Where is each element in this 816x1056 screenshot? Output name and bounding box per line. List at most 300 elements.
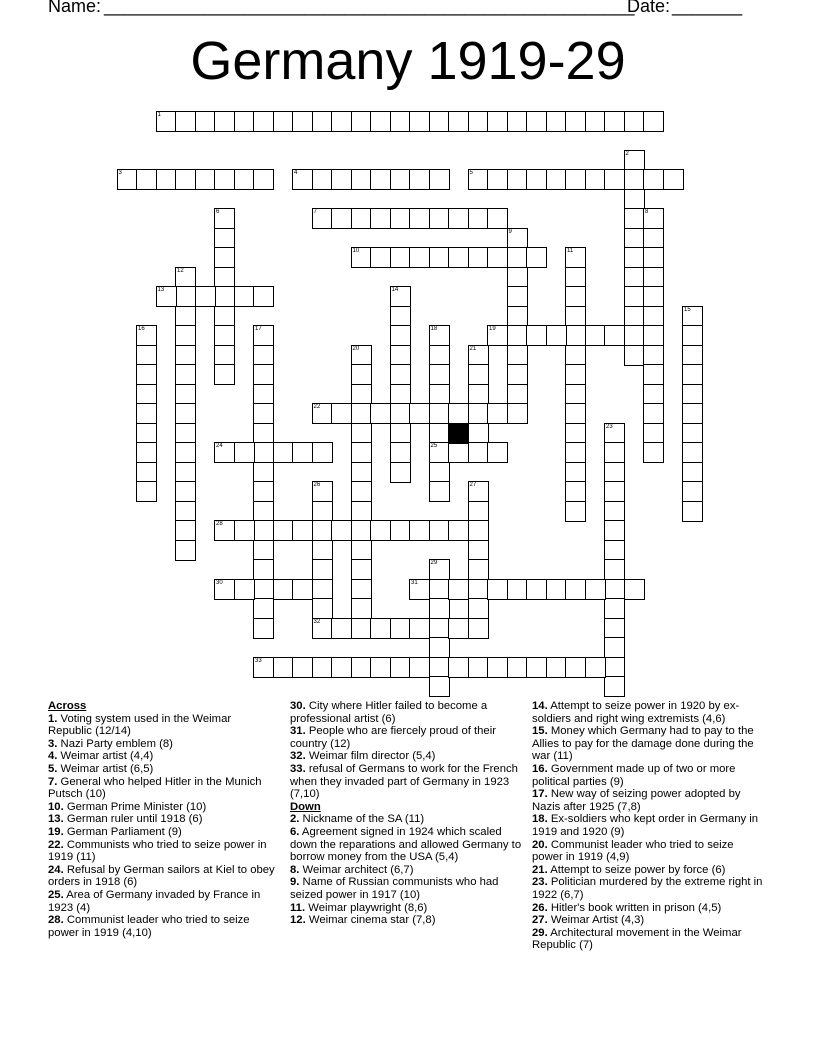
grid-cell[interactable] bbox=[351, 598, 372, 619]
grid-cell[interactable] bbox=[390, 423, 411, 444]
grid-cell[interactable] bbox=[390, 384, 411, 405]
grid-cell[interactable] bbox=[429, 169, 450, 190]
grid-cell[interactable] bbox=[273, 520, 294, 541]
grid-cell[interactable] bbox=[468, 598, 489, 619]
grid-cell[interactable] bbox=[409, 520, 430, 541]
grid-cell[interactable] bbox=[604, 169, 625, 190]
grid-cell[interactable] bbox=[175, 306, 196, 327]
grid-cell[interactable] bbox=[624, 169, 645, 190]
grid-cell[interactable] bbox=[429, 442, 450, 463]
grid-cell[interactable] bbox=[604, 637, 625, 658]
grid-cell[interactable] bbox=[526, 169, 547, 190]
grid-cell[interactable] bbox=[643, 442, 664, 463]
grid-cell[interactable] bbox=[468, 442, 489, 463]
grid-cell[interactable] bbox=[604, 325, 625, 346]
grid-cell[interactable] bbox=[682, 481, 703, 502]
grid-cell[interactable] bbox=[214, 579, 235, 600]
grid-cell[interactable] bbox=[624, 306, 645, 327]
grid-cell[interactable] bbox=[292, 579, 313, 600]
name-line[interactable]: _____________________________________________________ bbox=[104, 0, 635, 16]
grid-cell[interactable] bbox=[175, 481, 196, 502]
grid-cell[interactable] bbox=[390, 345, 411, 366]
grid-cell[interactable] bbox=[390, 520, 411, 541]
grid-cell[interactable] bbox=[312, 481, 333, 502]
grid-cell[interactable] bbox=[585, 579, 606, 600]
grid-cell[interactable] bbox=[565, 345, 586, 366]
grid-cell[interactable] bbox=[643, 306, 664, 327]
grid-cell[interactable] bbox=[273, 442, 294, 463]
grid-cell[interactable] bbox=[195, 286, 216, 307]
grid-cell[interactable] bbox=[682, 306, 703, 327]
grid-cell[interactable] bbox=[507, 169, 528, 190]
grid-cell[interactable] bbox=[390, 111, 411, 132]
grid-cell[interactable] bbox=[546, 111, 567, 132]
grid-cell[interactable] bbox=[390, 403, 411, 424]
grid-cell[interactable] bbox=[312, 618, 333, 639]
grid-cell[interactable] bbox=[175, 111, 196, 132]
grid-cell[interactable] bbox=[214, 442, 235, 463]
grid-cell[interactable] bbox=[487, 403, 508, 424]
grid-cell[interactable] bbox=[526, 579, 547, 600]
grid-cell[interactable] bbox=[390, 442, 411, 463]
grid-cell[interactable] bbox=[604, 423, 625, 444]
grid-cell[interactable] bbox=[546, 657, 567, 678]
grid-cell[interactable] bbox=[312, 559, 333, 580]
grid-cell[interactable] bbox=[643, 247, 664, 268]
grid-cell[interactable] bbox=[643, 345, 664, 366]
grid-cell[interactable] bbox=[351, 345, 372, 366]
grid-cell[interactable] bbox=[565, 384, 586, 405]
grid-cell[interactable] bbox=[468, 111, 489, 132]
grid-cell[interactable] bbox=[565, 442, 586, 463]
grid-cell[interactable] bbox=[546, 579, 567, 600]
grid-cell[interactable] bbox=[312, 657, 333, 678]
grid-cell[interactable] bbox=[351, 618, 372, 639]
grid-cell[interactable] bbox=[351, 501, 372, 522]
grid-cell[interactable] bbox=[312, 501, 333, 522]
grid-cell[interactable] bbox=[468, 520, 489, 541]
grid-cell[interactable] bbox=[312, 169, 333, 190]
grid-cell[interactable] bbox=[565, 423, 586, 444]
grid-cell[interactable] bbox=[682, 345, 703, 366]
grid-cell[interactable] bbox=[136, 325, 157, 346]
grid-cell[interactable] bbox=[643, 169, 664, 190]
grid-cell[interactable] bbox=[136, 364, 157, 385]
grid-cell[interactable] bbox=[214, 286, 235, 307]
grid-cell[interactable] bbox=[448, 618, 469, 639]
grid-cell[interactable] bbox=[604, 540, 625, 561]
grid-cell[interactable] bbox=[253, 520, 274, 541]
grid-cell[interactable] bbox=[409, 618, 430, 639]
grid-cell[interactable] bbox=[468, 423, 489, 444]
grid-cell[interactable] bbox=[429, 111, 450, 132]
grid-cell[interactable] bbox=[312, 520, 333, 541]
grid-cell[interactable] bbox=[565, 267, 586, 288]
grid-cell[interactable] bbox=[253, 579, 274, 600]
grid-cell[interactable] bbox=[390, 306, 411, 327]
grid-cell[interactable] bbox=[448, 247, 469, 268]
grid-cell[interactable] bbox=[292, 657, 313, 678]
grid-cell[interactable] bbox=[273, 111, 294, 132]
grid-cell[interactable] bbox=[624, 286, 645, 307]
grid-cell[interactable] bbox=[409, 579, 430, 600]
grid-cell[interactable] bbox=[351, 403, 372, 424]
grid-cell[interactable] bbox=[409, 403, 430, 424]
grid-cell[interactable] bbox=[604, 520, 625, 541]
grid-cell[interactable] bbox=[448, 657, 469, 678]
grid-cell[interactable] bbox=[351, 481, 372, 502]
grid-cell[interactable] bbox=[351, 442, 372, 463]
grid-cell[interactable] bbox=[604, 481, 625, 502]
grid-cell[interactable] bbox=[253, 423, 274, 444]
grid-cell[interactable] bbox=[351, 111, 372, 132]
grid-cell[interactable] bbox=[624, 150, 645, 171]
grid-cell[interactable] bbox=[507, 384, 528, 405]
grid-cell[interactable] bbox=[429, 423, 450, 444]
grid-cell[interactable] bbox=[390, 364, 411, 385]
grid-cell[interactable] bbox=[624, 267, 645, 288]
grid-cell[interactable] bbox=[448, 579, 469, 600]
grid-cell[interactable] bbox=[429, 462, 450, 483]
grid-cell[interactable] bbox=[234, 579, 255, 600]
grid-cell[interactable] bbox=[351, 540, 372, 561]
grid-cell[interactable] bbox=[624, 208, 645, 229]
grid-cell[interactable] bbox=[331, 403, 352, 424]
grid-cell[interactable] bbox=[429, 637, 450, 658]
grid-cell[interactable] bbox=[390, 618, 411, 639]
grid-cell[interactable] bbox=[312, 208, 333, 229]
grid-cell[interactable] bbox=[507, 403, 528, 424]
grid-cell[interactable] bbox=[273, 579, 294, 600]
grid-cell[interactable] bbox=[604, 579, 625, 600]
grid-cell[interactable] bbox=[370, 208, 391, 229]
grid-cell[interactable] bbox=[331, 111, 352, 132]
grid-cell[interactable] bbox=[429, 579, 450, 600]
grid-cell[interactable] bbox=[234, 286, 255, 307]
grid-cell[interactable] bbox=[273, 657, 294, 678]
grid-cell[interactable] bbox=[585, 657, 606, 678]
grid-cell[interactable] bbox=[175, 325, 196, 346]
grid-cell[interactable] bbox=[468, 403, 489, 424]
grid-cell[interactable] bbox=[234, 169, 255, 190]
grid-cell[interactable] bbox=[487, 208, 508, 229]
grid-cell[interactable] bbox=[448, 208, 469, 229]
grid-cell[interactable] bbox=[604, 111, 625, 132]
grid-cell[interactable] bbox=[253, 618, 274, 639]
grid-cell[interactable] bbox=[604, 501, 625, 522]
grid-cell[interactable] bbox=[370, 403, 391, 424]
grid-cell[interactable] bbox=[526, 111, 547, 132]
grid-cell[interactable] bbox=[468, 501, 489, 522]
grid-cell[interactable] bbox=[526, 247, 547, 268]
grid-cell[interactable] bbox=[175, 403, 196, 424]
grid-cell[interactable] bbox=[643, 228, 664, 249]
grid-cell[interactable] bbox=[253, 403, 274, 424]
grid-cell[interactable] bbox=[468, 364, 489, 385]
grid-cell[interactable] bbox=[214, 325, 235, 346]
grid-cell[interactable] bbox=[507, 579, 528, 600]
grid-cell[interactable] bbox=[312, 540, 333, 561]
grid-cell[interactable] bbox=[214, 364, 235, 385]
grid-cell[interactable] bbox=[682, 501, 703, 522]
grid-cell[interactable] bbox=[253, 657, 274, 678]
grid-cell[interactable] bbox=[507, 228, 528, 249]
grid-cell[interactable] bbox=[409, 208, 430, 229]
grid-cell[interactable] bbox=[331, 657, 352, 678]
grid-cell[interactable] bbox=[351, 579, 372, 600]
grid-cell[interactable] bbox=[429, 247, 450, 268]
grid-cell[interactable] bbox=[253, 345, 274, 366]
grid-cell[interactable] bbox=[468, 345, 489, 366]
grid-cell[interactable] bbox=[682, 423, 703, 444]
grid-cell[interactable] bbox=[409, 247, 430, 268]
grid-cell[interactable] bbox=[312, 579, 333, 600]
grid-cell[interactable] bbox=[604, 442, 625, 463]
grid-cell[interactable] bbox=[253, 442, 274, 463]
grid-cell[interactable] bbox=[487, 111, 508, 132]
grid-cell[interactable] bbox=[546, 325, 567, 346]
grid-cell[interactable] bbox=[351, 169, 372, 190]
grid-cell[interactable] bbox=[565, 657, 586, 678]
grid-cell[interactable] bbox=[214, 247, 235, 268]
grid-cell[interactable] bbox=[390, 657, 411, 678]
grid-cell[interactable] bbox=[390, 247, 411, 268]
grid-cell[interactable] bbox=[117, 169, 138, 190]
grid-cell[interactable] bbox=[429, 618, 450, 639]
grid-cell[interactable] bbox=[214, 111, 235, 132]
grid-cell[interactable] bbox=[370, 618, 391, 639]
grid-cell[interactable] bbox=[429, 657, 450, 678]
grid-cell[interactable] bbox=[175, 442, 196, 463]
grid-cell[interactable] bbox=[253, 169, 274, 190]
grid-cell[interactable] bbox=[312, 403, 333, 424]
grid-cell[interactable] bbox=[253, 384, 274, 405]
grid-cell[interactable] bbox=[214, 345, 235, 366]
grid-cell[interactable] bbox=[546, 169, 567, 190]
grid-cell[interactable] bbox=[585, 325, 606, 346]
grid-cell[interactable] bbox=[585, 111, 606, 132]
grid-cell[interactable] bbox=[682, 462, 703, 483]
grid-cell[interactable] bbox=[468, 618, 489, 639]
grid-cell[interactable] bbox=[351, 520, 372, 541]
grid-cell[interactable] bbox=[682, 364, 703, 385]
grid-cell[interactable] bbox=[643, 286, 664, 307]
date-line[interactable]: _______ bbox=[672, 0, 743, 16]
grid-cell[interactable] bbox=[253, 286, 274, 307]
grid-cell[interactable] bbox=[429, 598, 450, 619]
grid-cell[interactable] bbox=[507, 364, 528, 385]
grid-cell[interactable] bbox=[487, 325, 508, 346]
grid-cell[interactable] bbox=[214, 228, 235, 249]
grid-cell[interactable] bbox=[175, 286, 196, 307]
grid-cell[interactable] bbox=[390, 286, 411, 307]
grid-cell[interactable] bbox=[468, 384, 489, 405]
grid-cell[interactable] bbox=[682, 325, 703, 346]
grid-cell[interactable] bbox=[351, 364, 372, 385]
grid-cell[interactable] bbox=[175, 462, 196, 483]
grid-cell[interactable] bbox=[468, 559, 489, 580]
grid-cell[interactable] bbox=[253, 111, 274, 132]
grid-cell[interactable] bbox=[429, 520, 450, 541]
grid-cell[interactable] bbox=[214, 306, 235, 327]
grid-cell[interactable] bbox=[643, 267, 664, 288]
grid-cell[interactable] bbox=[429, 364, 450, 385]
grid-cell[interactable] bbox=[507, 306, 528, 327]
grid-cell[interactable] bbox=[253, 598, 274, 619]
grid-cell[interactable] bbox=[624, 345, 645, 366]
grid-cell[interactable] bbox=[292, 520, 313, 541]
grid-cell[interactable] bbox=[370, 520, 391, 541]
grid-cell[interactable] bbox=[448, 442, 469, 463]
grid-cell[interactable] bbox=[175, 520, 196, 541]
grid-cell[interactable] bbox=[526, 325, 547, 346]
grid-cell[interactable] bbox=[468, 247, 489, 268]
grid-cell[interactable] bbox=[292, 111, 313, 132]
grid-cell[interactable] bbox=[370, 169, 391, 190]
grid-cell[interactable] bbox=[351, 384, 372, 405]
grid-cell[interactable] bbox=[507, 247, 528, 268]
grid-cell[interactable] bbox=[214, 267, 235, 288]
grid-cell[interactable] bbox=[624, 111, 645, 132]
grid-cell[interactable] bbox=[565, 579, 586, 600]
grid-cell[interactable] bbox=[507, 111, 528, 132]
grid-cell[interactable] bbox=[370, 111, 391, 132]
grid-cell[interactable] bbox=[156, 169, 177, 190]
grid-cell[interactable] bbox=[214, 520, 235, 541]
grid-cell[interactable] bbox=[136, 384, 157, 405]
grid-cell[interactable] bbox=[253, 364, 274, 385]
grid-cell[interactable] bbox=[351, 559, 372, 580]
grid-cell[interactable] bbox=[448, 520, 469, 541]
grid-cell[interactable] bbox=[604, 657, 625, 678]
grid-cell[interactable] bbox=[468, 481, 489, 502]
grid-cell[interactable] bbox=[331, 208, 352, 229]
grid-cell[interactable] bbox=[507, 345, 528, 366]
grid-cell[interactable] bbox=[292, 442, 313, 463]
grid-cell[interactable] bbox=[604, 462, 625, 483]
grid-cell[interactable] bbox=[643, 364, 664, 385]
grid-cell[interactable] bbox=[195, 169, 216, 190]
grid-cell[interactable] bbox=[253, 325, 274, 346]
grid-cell[interactable] bbox=[409, 169, 430, 190]
grid-cell[interactable] bbox=[156, 111, 177, 132]
grid-cell[interactable] bbox=[663, 169, 684, 190]
grid-cell[interactable] bbox=[175, 384, 196, 405]
grid-cell[interactable] bbox=[565, 462, 586, 483]
grid-cell[interactable] bbox=[429, 481, 450, 502]
grid-cell[interactable] bbox=[565, 169, 586, 190]
grid-cell[interactable] bbox=[390, 325, 411, 346]
grid-cell[interactable] bbox=[175, 501, 196, 522]
grid-cell[interactable] bbox=[136, 345, 157, 366]
grid-cell[interactable] bbox=[390, 169, 411, 190]
grid-cell[interactable] bbox=[507, 267, 528, 288]
grid-cell[interactable] bbox=[351, 208, 372, 229]
grid-cell[interactable] bbox=[624, 325, 645, 346]
grid-cell[interactable] bbox=[526, 657, 547, 678]
grid-cell[interactable] bbox=[429, 676, 450, 697]
grid-cell[interactable] bbox=[487, 657, 508, 678]
grid-cell[interactable] bbox=[487, 442, 508, 463]
grid-cell[interactable] bbox=[331, 618, 352, 639]
grid-cell[interactable] bbox=[331, 520, 352, 541]
grid-cell[interactable] bbox=[136, 169, 157, 190]
grid-cell[interactable] bbox=[565, 247, 586, 268]
grid-cell[interactable] bbox=[468, 208, 489, 229]
grid-cell[interactable] bbox=[448, 111, 469, 132]
grid-cell[interactable] bbox=[253, 540, 274, 561]
grid-cell[interactable] bbox=[643, 423, 664, 444]
grid-cell[interactable] bbox=[351, 247, 372, 268]
grid-cell[interactable] bbox=[351, 462, 372, 483]
grid-cell[interactable] bbox=[468, 579, 489, 600]
grid-cell[interactable] bbox=[565, 306, 586, 327]
grid-cell[interactable] bbox=[234, 442, 255, 463]
grid-cell[interactable] bbox=[429, 325, 450, 346]
grid-cell[interactable] bbox=[487, 247, 508, 268]
grid-cell[interactable] bbox=[429, 403, 450, 424]
grid-cell[interactable] bbox=[624, 189, 645, 210]
grid-cell[interactable] bbox=[214, 208, 235, 229]
grid-cell[interactable] bbox=[312, 598, 333, 619]
grid-cell[interactable] bbox=[565, 325, 586, 346]
grid-cell[interactable] bbox=[175, 267, 196, 288]
grid-cell[interactable] bbox=[156, 286, 177, 307]
grid-cell[interactable] bbox=[682, 442, 703, 463]
grid-cell[interactable] bbox=[175, 169, 196, 190]
grid-cell[interactable] bbox=[292, 169, 313, 190]
grid-cell[interactable] bbox=[429, 345, 450, 366]
grid-cell[interactable] bbox=[565, 403, 586, 424]
grid-cell[interactable] bbox=[487, 579, 508, 600]
grid-cell[interactable] bbox=[390, 208, 411, 229]
grid-cell[interactable] bbox=[253, 501, 274, 522]
grid-cell[interactable] bbox=[175, 364, 196, 385]
grid-cell[interactable] bbox=[643, 403, 664, 424]
grid-cell[interactable] bbox=[409, 111, 430, 132]
grid-cell[interactable] bbox=[331, 169, 352, 190]
grid-cell[interactable] bbox=[468, 169, 489, 190]
grid-cell[interactable] bbox=[390, 462, 411, 483]
grid-cell[interactable] bbox=[507, 325, 528, 346]
grid-cell[interactable] bbox=[565, 286, 586, 307]
grid-cell[interactable] bbox=[175, 423, 196, 444]
grid-cell[interactable] bbox=[253, 462, 274, 483]
grid-cell[interactable] bbox=[312, 442, 333, 463]
grid-cell[interactable] bbox=[604, 618, 625, 639]
grid-cell[interactable] bbox=[468, 657, 489, 678]
grid-cell[interactable] bbox=[565, 364, 586, 385]
grid-cell[interactable] bbox=[136, 423, 157, 444]
grid-cell[interactable] bbox=[253, 559, 274, 580]
grid-cell[interactable] bbox=[565, 481, 586, 502]
grid-cell[interactable] bbox=[565, 501, 586, 522]
grid-cell[interactable] bbox=[682, 403, 703, 424]
grid-cell[interactable] bbox=[195, 111, 216, 132]
grid-cell[interactable] bbox=[351, 423, 372, 444]
grid-cell[interactable] bbox=[429, 384, 450, 405]
grid-cell[interactable] bbox=[487, 169, 508, 190]
grid-cell[interactable] bbox=[136, 403, 157, 424]
grid-cell[interactable] bbox=[643, 208, 664, 229]
grid-cell[interactable] bbox=[136, 442, 157, 463]
grid-cell[interactable] bbox=[507, 657, 528, 678]
grid-cell[interactable] bbox=[604, 598, 625, 619]
grid-cell[interactable] bbox=[643, 325, 664, 346]
grid-cell[interactable] bbox=[604, 676, 625, 697]
grid-cell[interactable] bbox=[234, 520, 255, 541]
grid-cell[interactable] bbox=[429, 559, 450, 580]
